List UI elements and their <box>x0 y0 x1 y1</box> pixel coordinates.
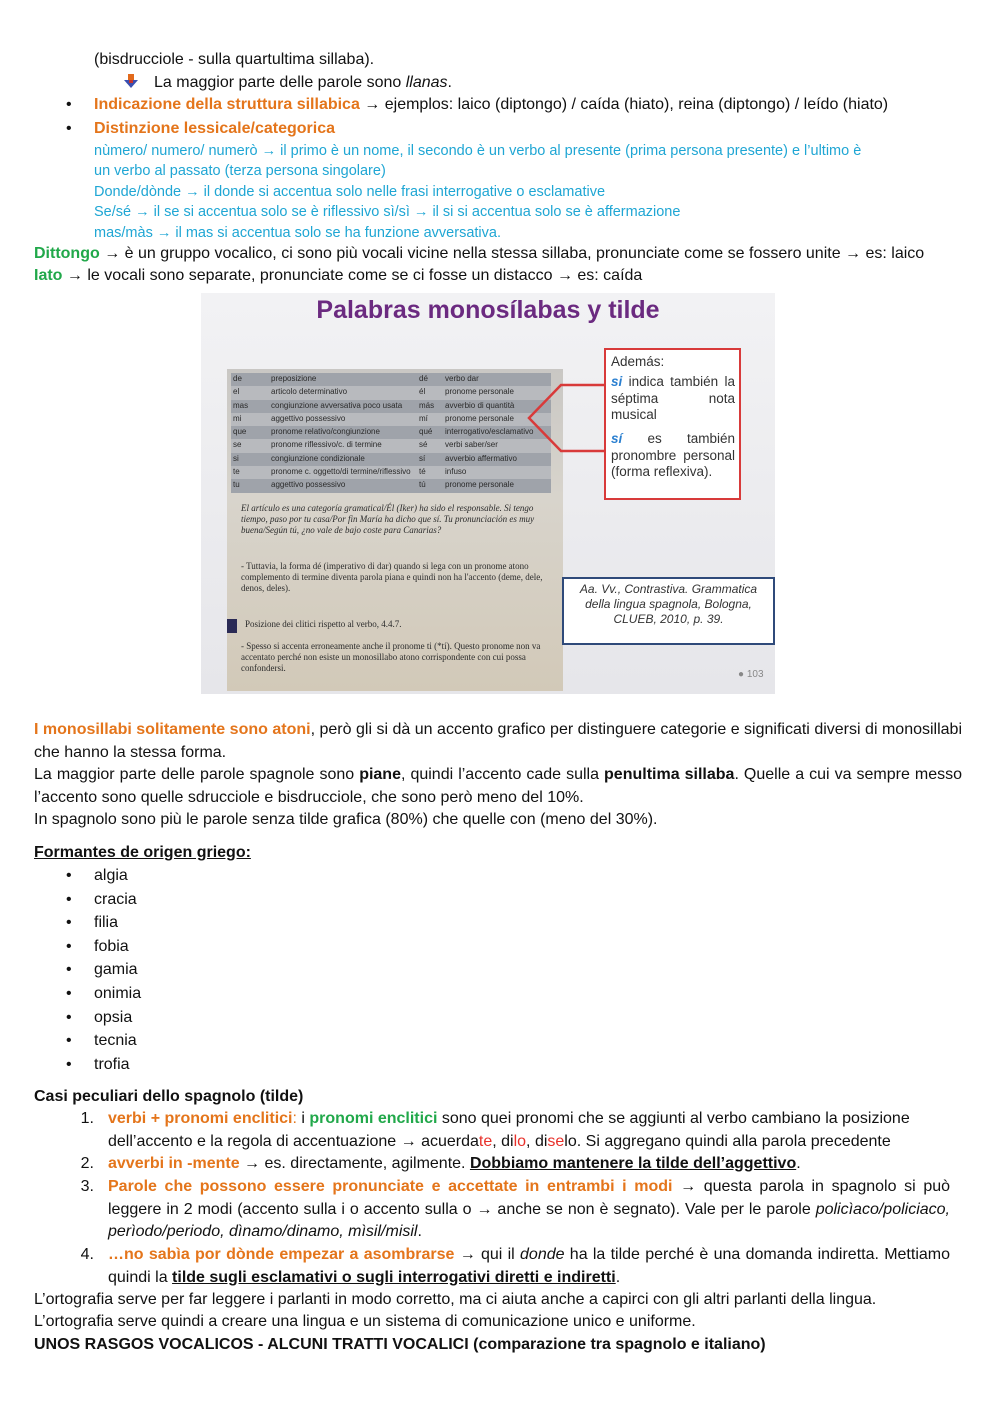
red-syllable: se <box>547 1132 565 1150</box>
text: , di <box>492 1132 514 1150</box>
list-item: • gamia <box>94 959 138 981</box>
list-number: 3. <box>80 1178 94 1195</box>
table-cell: verbi saber/ser <box>445 440 498 450</box>
list-item: • onimia <box>94 983 141 1005</box>
table-cell: sé <box>419 440 428 450</box>
table-cell: dé <box>419 374 428 383</box>
text: lo. Si aggregano quindi alla parola precedente <box>564 1132 891 1150</box>
underlined-text: Dobbiamo mantenere la tilde dell’aggettivo <box>469 1155 797 1172</box>
paragraph: L’ortografia serve quindi a creare una lingua e un sistema di comunicazione unico e uniforme. <box>34 1313 696 1330</box>
list-item: • fobia <box>94 936 129 958</box>
sub-bullet <box>124 72 452 94</box>
section-marker <box>227 619 237 633</box>
table-row <box>231 373 551 386</box>
slide-image <box>201 293 775 694</box>
table-cell: verbo dar <box>445 374 479 383</box>
table-row <box>231 400 551 413</box>
table-cell: aggettivo possessivo <box>271 413 346 423</box>
table-cell: sí <box>419 453 426 463</box>
slide-title: Palabras monosílabas y tilde <box>316 296 660 324</box>
bold-text: piane <box>359 766 401 783</box>
photo-heading: Posizione dei clitici rispetto al verbo, 4.4.7. <box>245 619 402 629</box>
list-item: • cracia <box>94 889 137 911</box>
table-cell: aggettivo possessivo <box>271 480 346 490</box>
numbered-item-2 <box>108 1153 950 1176</box>
table-cell: infuso <box>445 467 467 477</box>
red-syllable: te <box>478 1132 493 1150</box>
text: , quindi l’accento cade sulla <box>400 766 605 783</box>
bold-text: penultima sillaba <box>604 766 735 783</box>
numbered-item-1 <box>108 1108 950 1153</box>
table-cell: tú <box>419 480 426 490</box>
table-row <box>231 439 551 452</box>
list-number: 1. <box>80 1110 94 1127</box>
paragraph-text: , però gli si dà un accento grafico per distinguere categorie e significati diversi di monosillabi che hanno la stessa forma. <box>34 721 963 761</box>
table-cell: más <box>419 400 435 410</box>
list-number: 2. <box>80 1155 94 1172</box>
text-line: Se/sé → il se si accentua solo se è riflessivo sì/sì → il si si accentua solo se è affermazione <box>94 204 681 220</box>
table-cell: pronome relativo/congiunzione <box>271 427 380 437</box>
monosyllable-table <box>231 373 551 493</box>
table-row <box>231 426 551 439</box>
table-cell: articolo determinativo <box>271 387 348 397</box>
paragraph: In spagnolo sono più le parole senza tilde grafica (80%) che quelle con (meno del 30%). <box>34 811 658 828</box>
photo-paragraph: - Tuttavia, la forma dé (imperativo di dar) quando si lega con un pronome atono complemento di termine diventa parola piana e quindi non ha l'accento (deme, dele, denos, deles). <box>241 561 543 593</box>
term: Iato <box>34 267 63 284</box>
table-row <box>231 466 551 479</box>
table-cell: de <box>233 374 242 383</box>
table-cell: pronome personale <box>445 387 514 397</box>
table-cell: si <box>233 453 239 463</box>
list-item <box>94 118 335 140</box>
photo-paragraph: - Spesso si accenta erroneamente anche il pronome ti (*tí). Questo pronome non va accentato perché non esiste un monosillabo atono corrispondente con cui possa confondersi. <box>241 641 541 673</box>
callout-arrow-icon <box>521 383 611 463</box>
table-cell: pronome riflessivo/c. di termine <box>271 440 382 450</box>
definition-iato <box>34 265 642 287</box>
text-line: (bisdrucciole - sulla quartultima sillaba). <box>94 51 375 68</box>
table-cell: avverbio affermativo <box>445 453 517 463</box>
item-heading: avverbi in -mente <box>108 1155 240 1172</box>
text: . <box>796 1155 801 1172</box>
bullet-heading: Distinzione lessicale/categorica <box>94 120 335 137</box>
table-cell: se <box>233 440 242 450</box>
item-colon: : <box>292 1110 297 1127</box>
citation-text: Aa. Vv., Contrastiva. Grammatica della lingua spagnola, Bologna, CLUEB, 2010, p. 39. <box>579 582 758 626</box>
paragraph <box>34 764 962 809</box>
table-row <box>231 479 551 492</box>
text: ha la tilde perché è una domanda indiretta. Mettiamo quindi la <box>108 1246 951 1286</box>
item-heading: Parole che possono essere pronunciate e accettate in entrambi i modi <box>108 1178 673 1195</box>
section-heading: UNOS RASGOS VOCALICOS - ALCUNI TRATTI VOCALICI (comparazione tra spagnolo e italiano) <box>34 1336 766 1353</box>
callout-item <box>611 431 735 481</box>
numbered-item-4 <box>108 1244 950 1289</box>
text: La maggior parte delle parole spagnole sono <box>34 766 360 783</box>
table-cell: interrogativo/esclamativo <box>445 427 534 437</box>
text: → questa parola in spagnolo si può leggere in 2 modi (accento sulla i o accento sulla o → anche se non è segnato). Vale per le parole <box>108 1178 951 1218</box>
table-cell: te <box>233 467 240 477</box>
text-line: Donde/dònde → il donde si accentua solo nelle frasi interrogative o esclamative <box>94 184 606 200</box>
citation-box <box>562 577 775 645</box>
table-row <box>231 453 551 466</box>
item-heading: …no sabìa por dònde empezar a asombrarse <box>108 1246 455 1263</box>
table-cell: preposizione <box>271 374 317 383</box>
section-heading: Casi peculiari dello spagnolo (tilde) <box>34 1088 304 1105</box>
callout-text: es también pronombre personal (forma reflexiva). <box>611 431 735 479</box>
table-cell: mas <box>233 400 249 410</box>
definition-dittongo <box>34 243 924 265</box>
table-cell: avverbio di quantità <box>445 400 515 410</box>
table-cell: pronome personale <box>445 413 514 423</box>
italic-text: policìaco/policiaco, perìodo/periodo, dìnamo/dinamo, mìsil/misil <box>108 1200 950 1240</box>
underlined-text: tilde sugli esclamativi o sugli interrogativi diretti e indiretti <box>172 1268 616 1286</box>
table-cell: tu <box>233 480 240 490</box>
callout-keyword: si <box>611 374 623 389</box>
text: i <box>296 1110 310 1127</box>
text: → qui il <box>454 1246 521 1263</box>
text: , di <box>526 1132 548 1150</box>
callout-box <box>604 348 741 500</box>
table-row <box>231 413 551 426</box>
list-number: 4. <box>80 1246 94 1263</box>
text: . Quelle a cui va sempre messo l’accento sono quelle sdrucciole e bisdrucciole, che sono però meno del 10%. <box>34 766 963 806</box>
list-item: • tecnia <box>94 1030 137 1052</box>
table-row <box>231 386 551 399</box>
list-item <box>94 94 888 116</box>
table-cell: el <box>233 387 240 397</box>
textbook-photo <box>227 369 563 691</box>
sub-bullet-italic: llanas <box>405 74 448 91</box>
table-cell: mi <box>233 413 242 423</box>
table-cell: mí <box>419 413 428 423</box>
term: Dittongo <box>34 245 100 262</box>
page-number-text: 103 <box>746 669 764 680</box>
table-cell: pronome personale <box>445 480 514 490</box>
text-line: mas/màs → il mas si accentua solo se ha funzione avversativa. <box>94 225 501 241</box>
bullet-heading: Indicazione della struttura sillabica <box>94 96 360 113</box>
list-item: • trofia <box>94 1054 130 1076</box>
red-syllable: lo <box>513 1132 527 1150</box>
definition: → è un gruppo vocalico, ci sono più vocali vicine nella stessa sillaba, pronunciate come se fossero unite → es: laico <box>99 245 925 262</box>
italic-text: donde <box>520 1246 565 1263</box>
list-item: • filia <box>94 912 118 934</box>
text: dell’accento e la regola di accentuazione → acuerda <box>108 1132 479 1150</box>
green-term: pronomi enclitici <box>309 1110 438 1127</box>
numbered-item-3 <box>108 1176 950 1244</box>
text: . <box>615 1268 621 1286</box>
paragraph-heading: I monosillabi solitamente sono atoni <box>34 721 311 738</box>
paragraph <box>34 719 962 764</box>
table-cell: congiunzione condizionale <box>271 453 365 463</box>
photo-italic-examples: El artículo es una categoría gramatical/Él (Iker) ha sido el responsable. Si tengo tiempo, paso por tu casa/Por fin María ha dicho que sí. Tu pronunciación es muy buena/Según tú, ¿no vale de bajo coste para Canarias? <box>241 503 535 535</box>
slide-page-number: ● 103 <box>738 669 764 680</box>
callout-item <box>611 374 735 424</box>
bullet-arrow-icon <box>124 73 138 87</box>
paragraph: L’ortografia serve per far leggere i parlanti in modo corretto, ma ci aiuta anche a capirci con gli altri parlanti della lingua. <box>34 1291 877 1308</box>
sub-bullet-text: La maggior parte delle parole sono <box>154 74 406 91</box>
callout-keyword: sí <box>611 431 623 446</box>
section-heading: Formantes de origen griego: <box>34 844 251 861</box>
bullet-text: → ejemplos: laico (diptongo) / caída (hiato), reina (diptongo) / leído (hiato) <box>359 96 889 113</box>
item-heading: verbi + pronomi enclitici <box>108 1110 293 1127</box>
callout-text: indica también la séptima nota musical <box>611 374 735 422</box>
text: . <box>417 1223 422 1240</box>
text: → es. directamente, agilmente. <box>239 1155 470 1172</box>
table-cell: que <box>233 427 247 437</box>
table-cell: pronome c. oggetto/di termine/riflessivo <box>271 467 411 477</box>
table-cell: té <box>419 467 426 477</box>
text: sono quei pronomi che se aggiunti al verbo cambiano la posizione <box>437 1110 910 1127</box>
sub-bullet-end: . <box>447 74 452 91</box>
table-cell: él <box>419 387 426 397</box>
list-item: • algia <box>94 865 128 887</box>
table-cell: qué <box>419 427 433 437</box>
text-line: un verbo al passato (terza persona singolare) <box>94 163 386 179</box>
list-item: • opsia <box>94 1007 132 1029</box>
callout-title: Además: <box>611 354 665 369</box>
table-cell: congiunzione avversativa poco usata <box>271 400 403 410</box>
text-line: nùmero/ numero/ numerò → il primo è un nome, il secondo è un verbo al presente (prima persona presente) e l’ultimo è <box>94 143 862 159</box>
definition: → le vocali sono separate, pronunciate come se ci fosse un distacco → es: caída <box>62 267 643 284</box>
